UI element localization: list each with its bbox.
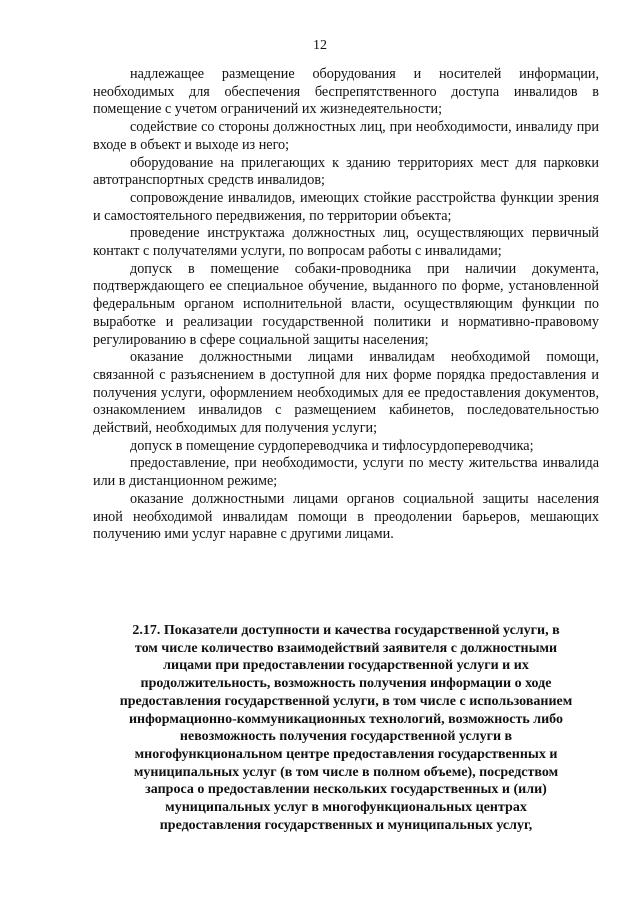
heading-line: многофункциональном центре предоставления государственных и <box>134 746 558 762</box>
heading-line: том числе количество взаимодействий заявителя с должностными <box>134 640 558 656</box>
paragraph: оборудование на прилегающих к зданию территориях мест для парковки автотранспортных средств инвалидов; <box>93 154 599 189</box>
paragraph: сопровождение инвалидов, имеющих стойкие расстройства функции зрения и самостоятельного передвижения, по территории объекта; <box>93 189 599 224</box>
heading-line: невозможность получения государственной услуги в <box>179 729 513 745</box>
heading-line: информационно-коммуникационных технологий, возможность либо <box>128 711 563 727</box>
heading-line: предоставления государственной услуги, в том числе с использованием <box>119 693 573 709</box>
paragraph: надлежащее размещение оборудования и носителей информации, необходимых для обеспечения беспрепятственного доступа инвалидов в помещение с учетом ограничений их жизнедеятельности; <box>93 66 599 118</box>
heading-line: муниципальных услуг (в том числе в полном объеме), посредством <box>133 764 559 780</box>
heading-line: муниципальных услуг в многофункциональных центрах <box>165 800 527 816</box>
heading-line: лицами при предоставлении государственной услуги и их <box>163 658 529 674</box>
body-text <box>93 66 599 544</box>
heading-line: запроса о предоставлении нескольких государственных и (или) <box>145 782 547 798</box>
paragraph: оказание должностными лицами инвалидам необходимой помощи, связанной с разъяснением в доступной для них форме порядка предоставления и получения услуги, оформлением необходимых для ее предоставления документов, ознакомлением инвалидов с размещением кабинетов, последовательностью действий, необходимых для получения услуги; <box>93 349 599 437</box>
paragraph: содействие со стороны должностных лиц, при необходимости, инвалиду при входе в объект и выходе из него; <box>93 119 599 153</box>
section-heading <box>93 622 599 834</box>
heading-line: предоставления государственных и муниципальных услуг, <box>159 817 533 833</box>
paragraph: допуск в помещение собаки-проводника при наличии документа, подтверждающего ее специальное обучение, выданного по форме, установленной федеральным органом исполнительной власти, осуществляющим функции по выработке и реализации государственной политики и нормативно-правовому регулированию в сфере социальной защиты населения; <box>93 260 599 348</box>
page-number: 12 <box>313 38 327 53</box>
paragraph: предоставление, при необходимости, услуги по месту жительства инвалида или в дистанционном режиме; <box>93 455 599 490</box>
paragraph: проведение инструктажа должностных лиц, осуществляющих первичный контакт с получателями услуги, по вопросам работы с инвалидами; <box>93 225 599 260</box>
heading-line: 2.17. Показатели доступности и качества государственной услуги, в <box>132 623 560 638</box>
heading-line: продолжительность, возможность получения информации о ходе <box>140 676 552 692</box>
paragraph: допуск в помещение сурдопереводчика и тифлосурдопереводчика; <box>130 437 534 454</box>
paragraph: оказание должностными лицами органов социальной защиты населения иной необходимой инвалидам помощи в преодолении барьеров, мешающих получению ими услуг наравне с другими лицами. <box>93 490 599 543</box>
